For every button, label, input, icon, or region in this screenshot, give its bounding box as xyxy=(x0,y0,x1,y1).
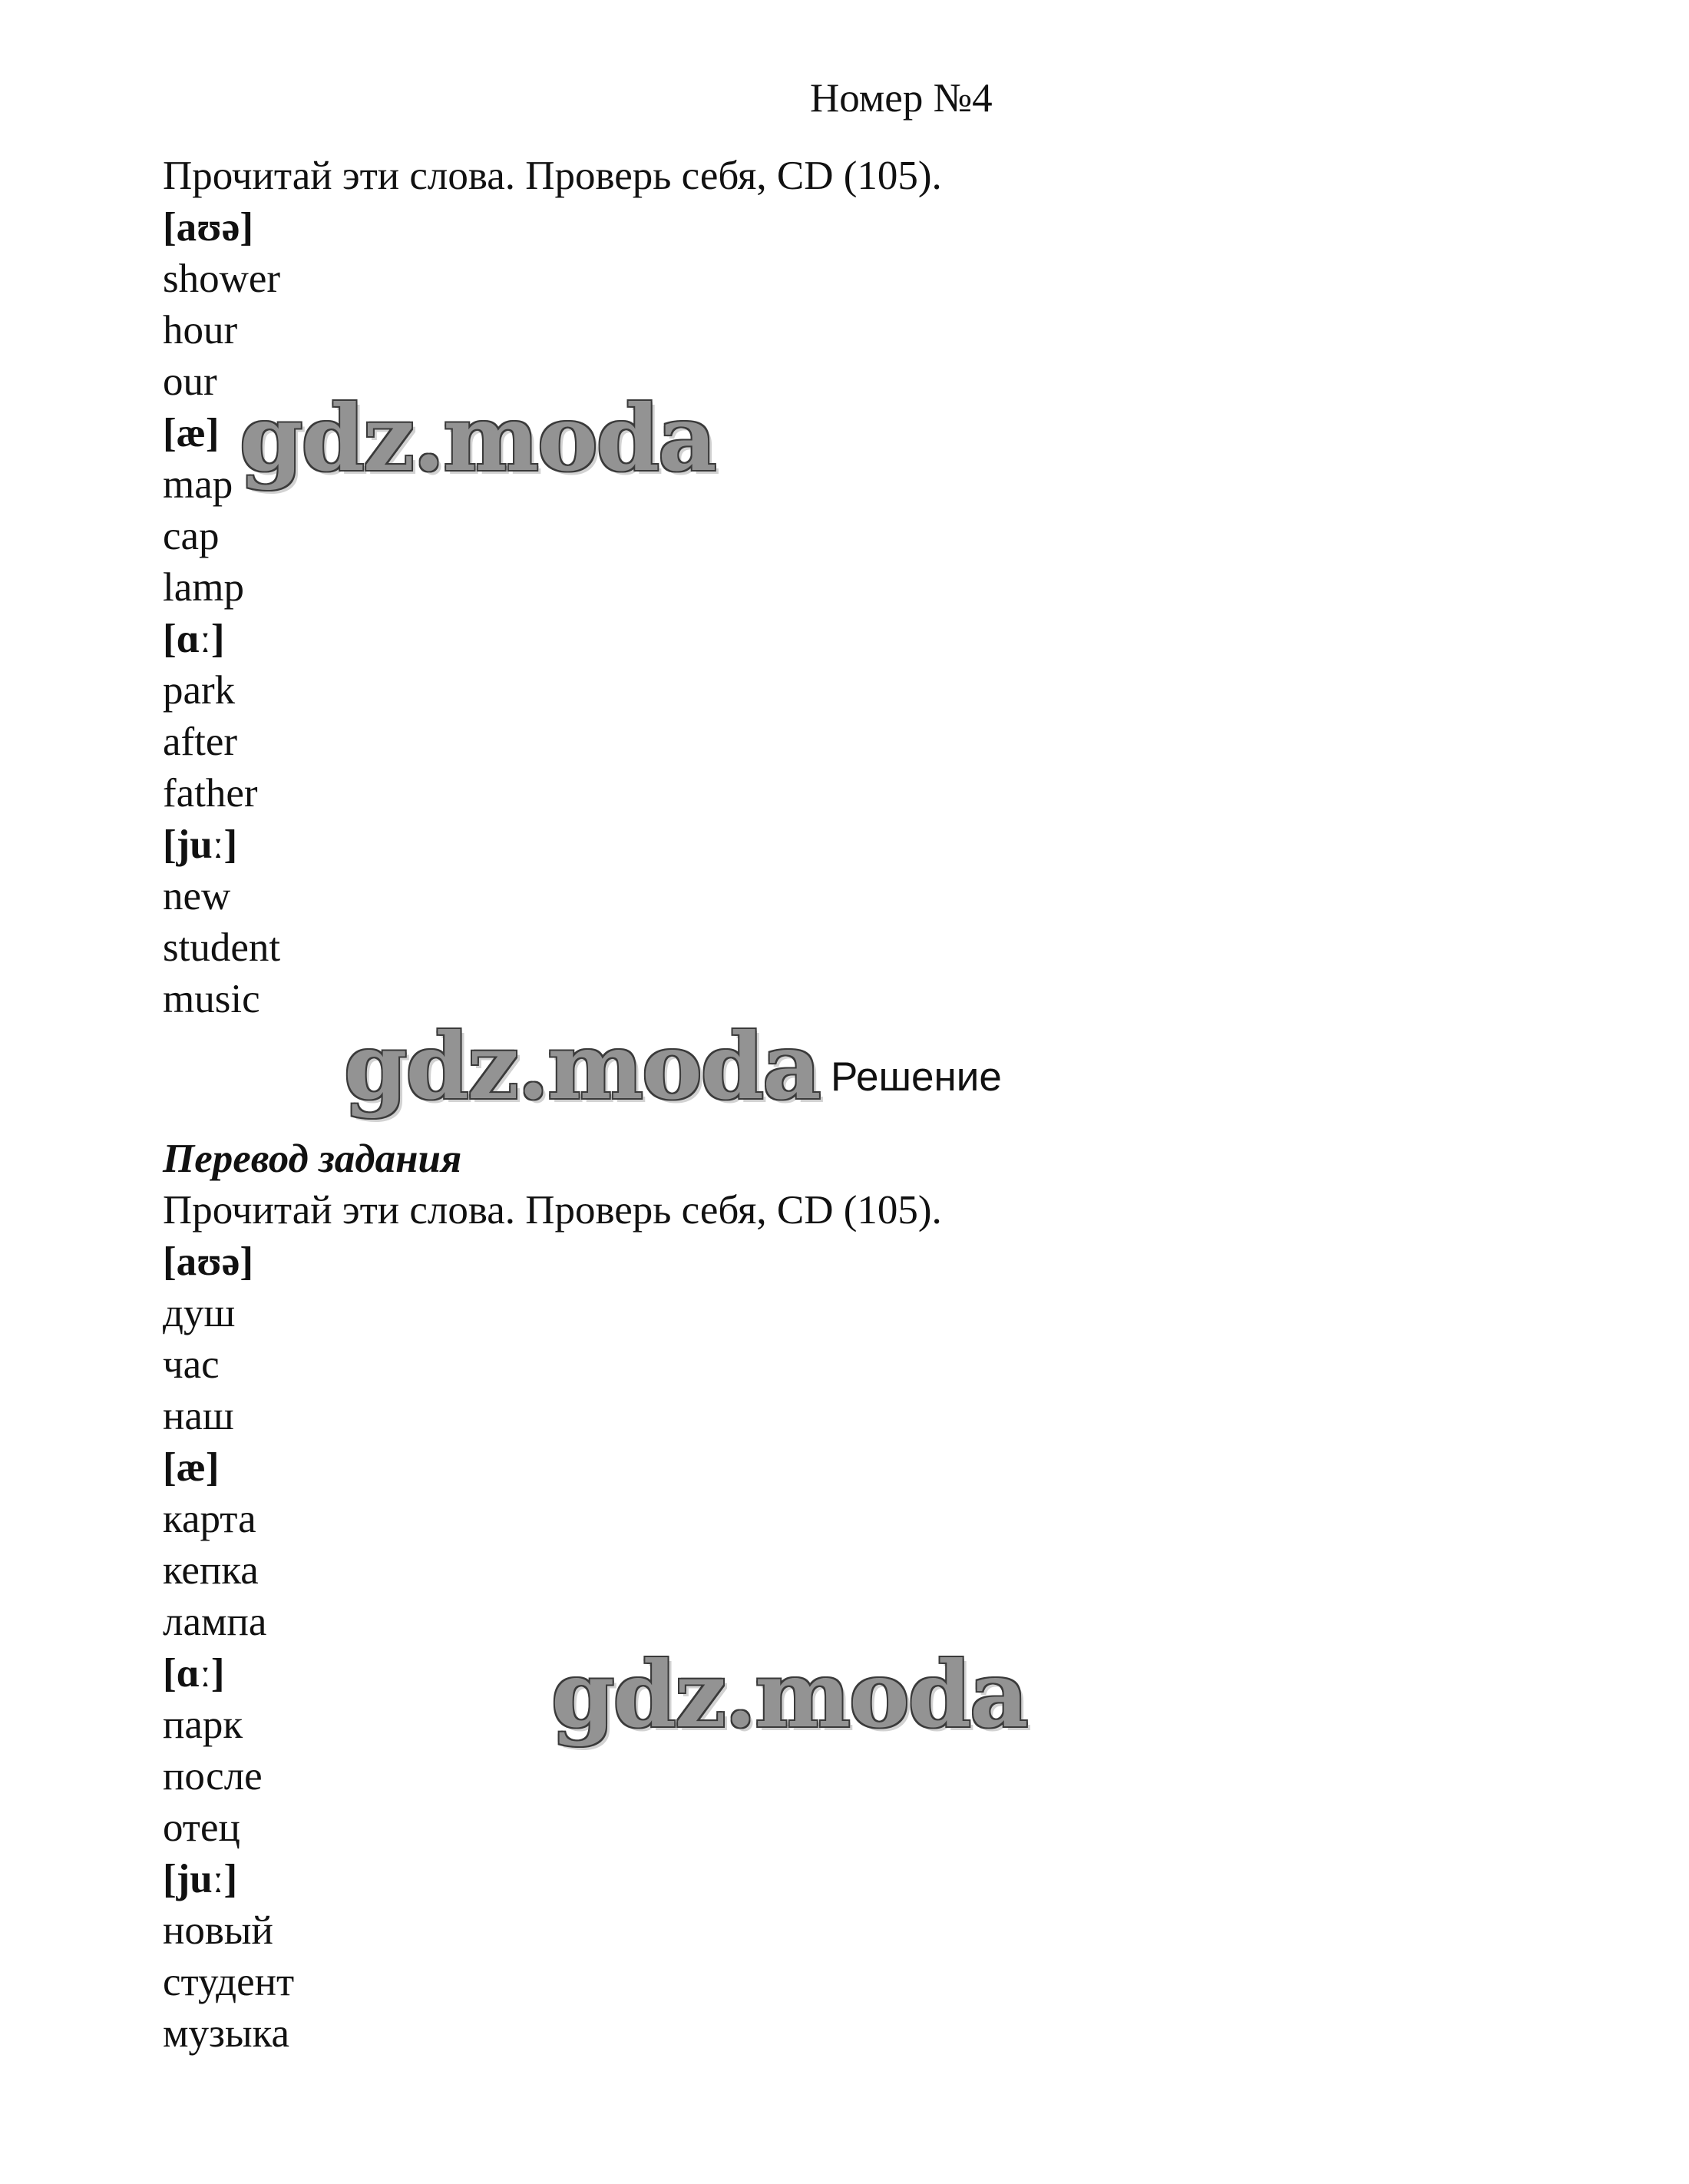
word: park xyxy=(163,668,236,713)
watermark: gdz.moda xyxy=(344,1013,820,1120)
word: лампа xyxy=(163,1600,267,1644)
sound-heading: [juː] xyxy=(163,1857,238,1901)
word: студент xyxy=(163,1960,295,2004)
sound-heading: [æ] xyxy=(163,411,220,455)
word: lamp xyxy=(163,565,244,610)
word: shower xyxy=(163,256,281,301)
word: cap xyxy=(163,514,220,558)
word: new xyxy=(163,874,231,918)
solution-label: Решение xyxy=(831,1054,1002,1100)
word: музыка xyxy=(163,2011,290,2056)
word: after xyxy=(163,720,238,764)
sound-heading: [ɑː] xyxy=(163,617,225,661)
word: час xyxy=(163,1342,220,1387)
word: парк xyxy=(163,1703,243,1747)
word: отец xyxy=(163,1805,240,1850)
sound-heading: [juː] xyxy=(163,822,238,867)
solution-section xyxy=(163,1133,942,2060)
solution-instruction: Прочитай эти слова. Проверь себя, CD (105). xyxy=(163,1188,942,1233)
task-section xyxy=(163,151,942,1025)
word: после xyxy=(163,1754,263,1798)
word: map xyxy=(163,462,233,507)
word: наш xyxy=(163,1394,234,1438)
sound-heading: [aʊə] xyxy=(163,1239,254,1284)
solution-heading: Перевод задания xyxy=(163,1137,462,1181)
sound-heading: [ɑː] xyxy=(163,1651,225,1696)
word: music xyxy=(163,977,260,1021)
word: кепка xyxy=(163,1548,259,1593)
sound-heading: [æ] xyxy=(163,1445,220,1490)
page-title: Номер №4 xyxy=(810,76,993,121)
word: father xyxy=(163,771,258,816)
watermark: gdz.moda xyxy=(240,385,716,491)
word: душ xyxy=(163,1291,236,1335)
word: hour xyxy=(163,308,238,352)
watermark: gdz.moda xyxy=(551,1641,1027,1748)
word: карта xyxy=(163,1497,256,1541)
word: новый xyxy=(163,1908,273,1953)
word: student xyxy=(163,925,281,970)
task-instruction: Прочитай эти слова. Проверь себя, CD (105). xyxy=(163,154,942,198)
sound-heading: [aʊə] xyxy=(163,205,254,250)
word: our xyxy=(163,359,217,404)
